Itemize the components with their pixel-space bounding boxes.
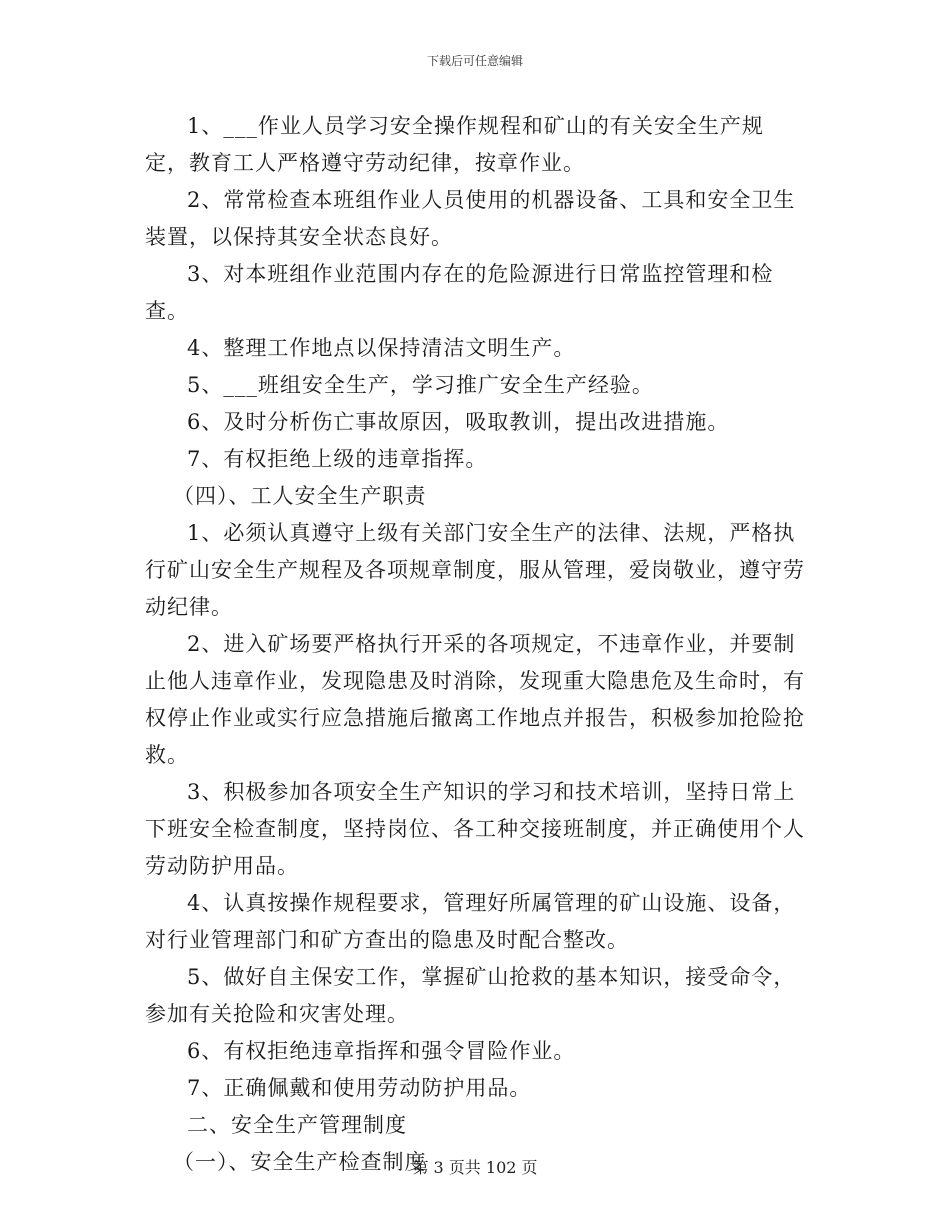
section-heading-workers: （四）、工人安全生产职责 [173, 484, 427, 508]
subsection-heading-inspection: （一）、安全生产检查制度 [173, 1150, 427, 1174]
paragraph-13: 6、有权拒绝违章指挥和强令冒险作业。 [187, 1039, 576, 1063]
paragraph-7: 7、有权拒绝上级的违章指挥。 [187, 447, 488, 471]
section-heading-management: 二、安全生产管理制度 [187, 1113, 407, 1137]
paragraph-6: 6、及时分析伤亡事故原因，吸取教训，提出改进措施。 [187, 410, 730, 434]
page-header: 下载后可任意编辑 [426, 54, 523, 68]
paragraph-3: 3、对本班组作业范围内存在的危险源进行日常监控管理和检查。 [145, 262, 774, 323]
paragraph-12: 5、做好自主保安工作，掌握矿山抢救的基本知识，接受命令，参加有关抢险和灾害处理。 [145, 965, 796, 1026]
paragraph-4: 4、整理工作地点以保持清洁文明生产。 [187, 336, 576, 360]
page-footer: 第 3 页共 102 页 [412, 1158, 538, 1177]
document-body [145, 108, 807, 1181]
paragraph-9: 2、进入矿场要严格执行开采的各项规定，不违章作业，并要制止他人违章作业，发现隐患及时消除，发现重大隐患危及生命时，有权停止作业或实行应急措施后撤离工作地点并报告，积极参加抢险抢救。 [145, 632, 805, 767]
paragraph-14: 7、正确佩戴和使用劳动防护用品。 [187, 1076, 532, 1100]
paragraph-2: 2、常常检查本班组作业人员使用的机器设备、工具和安全卫生装置，以保持其安全状态良好。 [145, 188, 796, 249]
paragraph-8: 1、必须认真遵守上级有关部门安全生产的法律、法规，严格执行矿山安全生产规程及各项规章制度，服从管理，爱岗敬业，遵守劳动纪律。 [145, 521, 805, 619]
paragraph-1: 1、___作业人员学习安全操作规程和矿山的有关安全生产规定，教育工人严格遵守劳动纪律，按章作业。 [145, 114, 764, 175]
paragraph-10: 3、积极参加各项安全生产知识的学习和技术培训，坚持日常上下班安全检查制度，坚持岗位、各工种交接班制度，并正确使用个人劳动防护用品。 [145, 780, 805, 878]
paragraph-11: 4、认真按操作规程要求，管理好所属管理的矿山设施、设备，对行业管理部门和矿方查出的隐患及时配合整改。 [145, 891, 796, 952]
paragraph-5: 5、___班组安全生产，学习推广安全生产经验。 [187, 373, 654, 397]
